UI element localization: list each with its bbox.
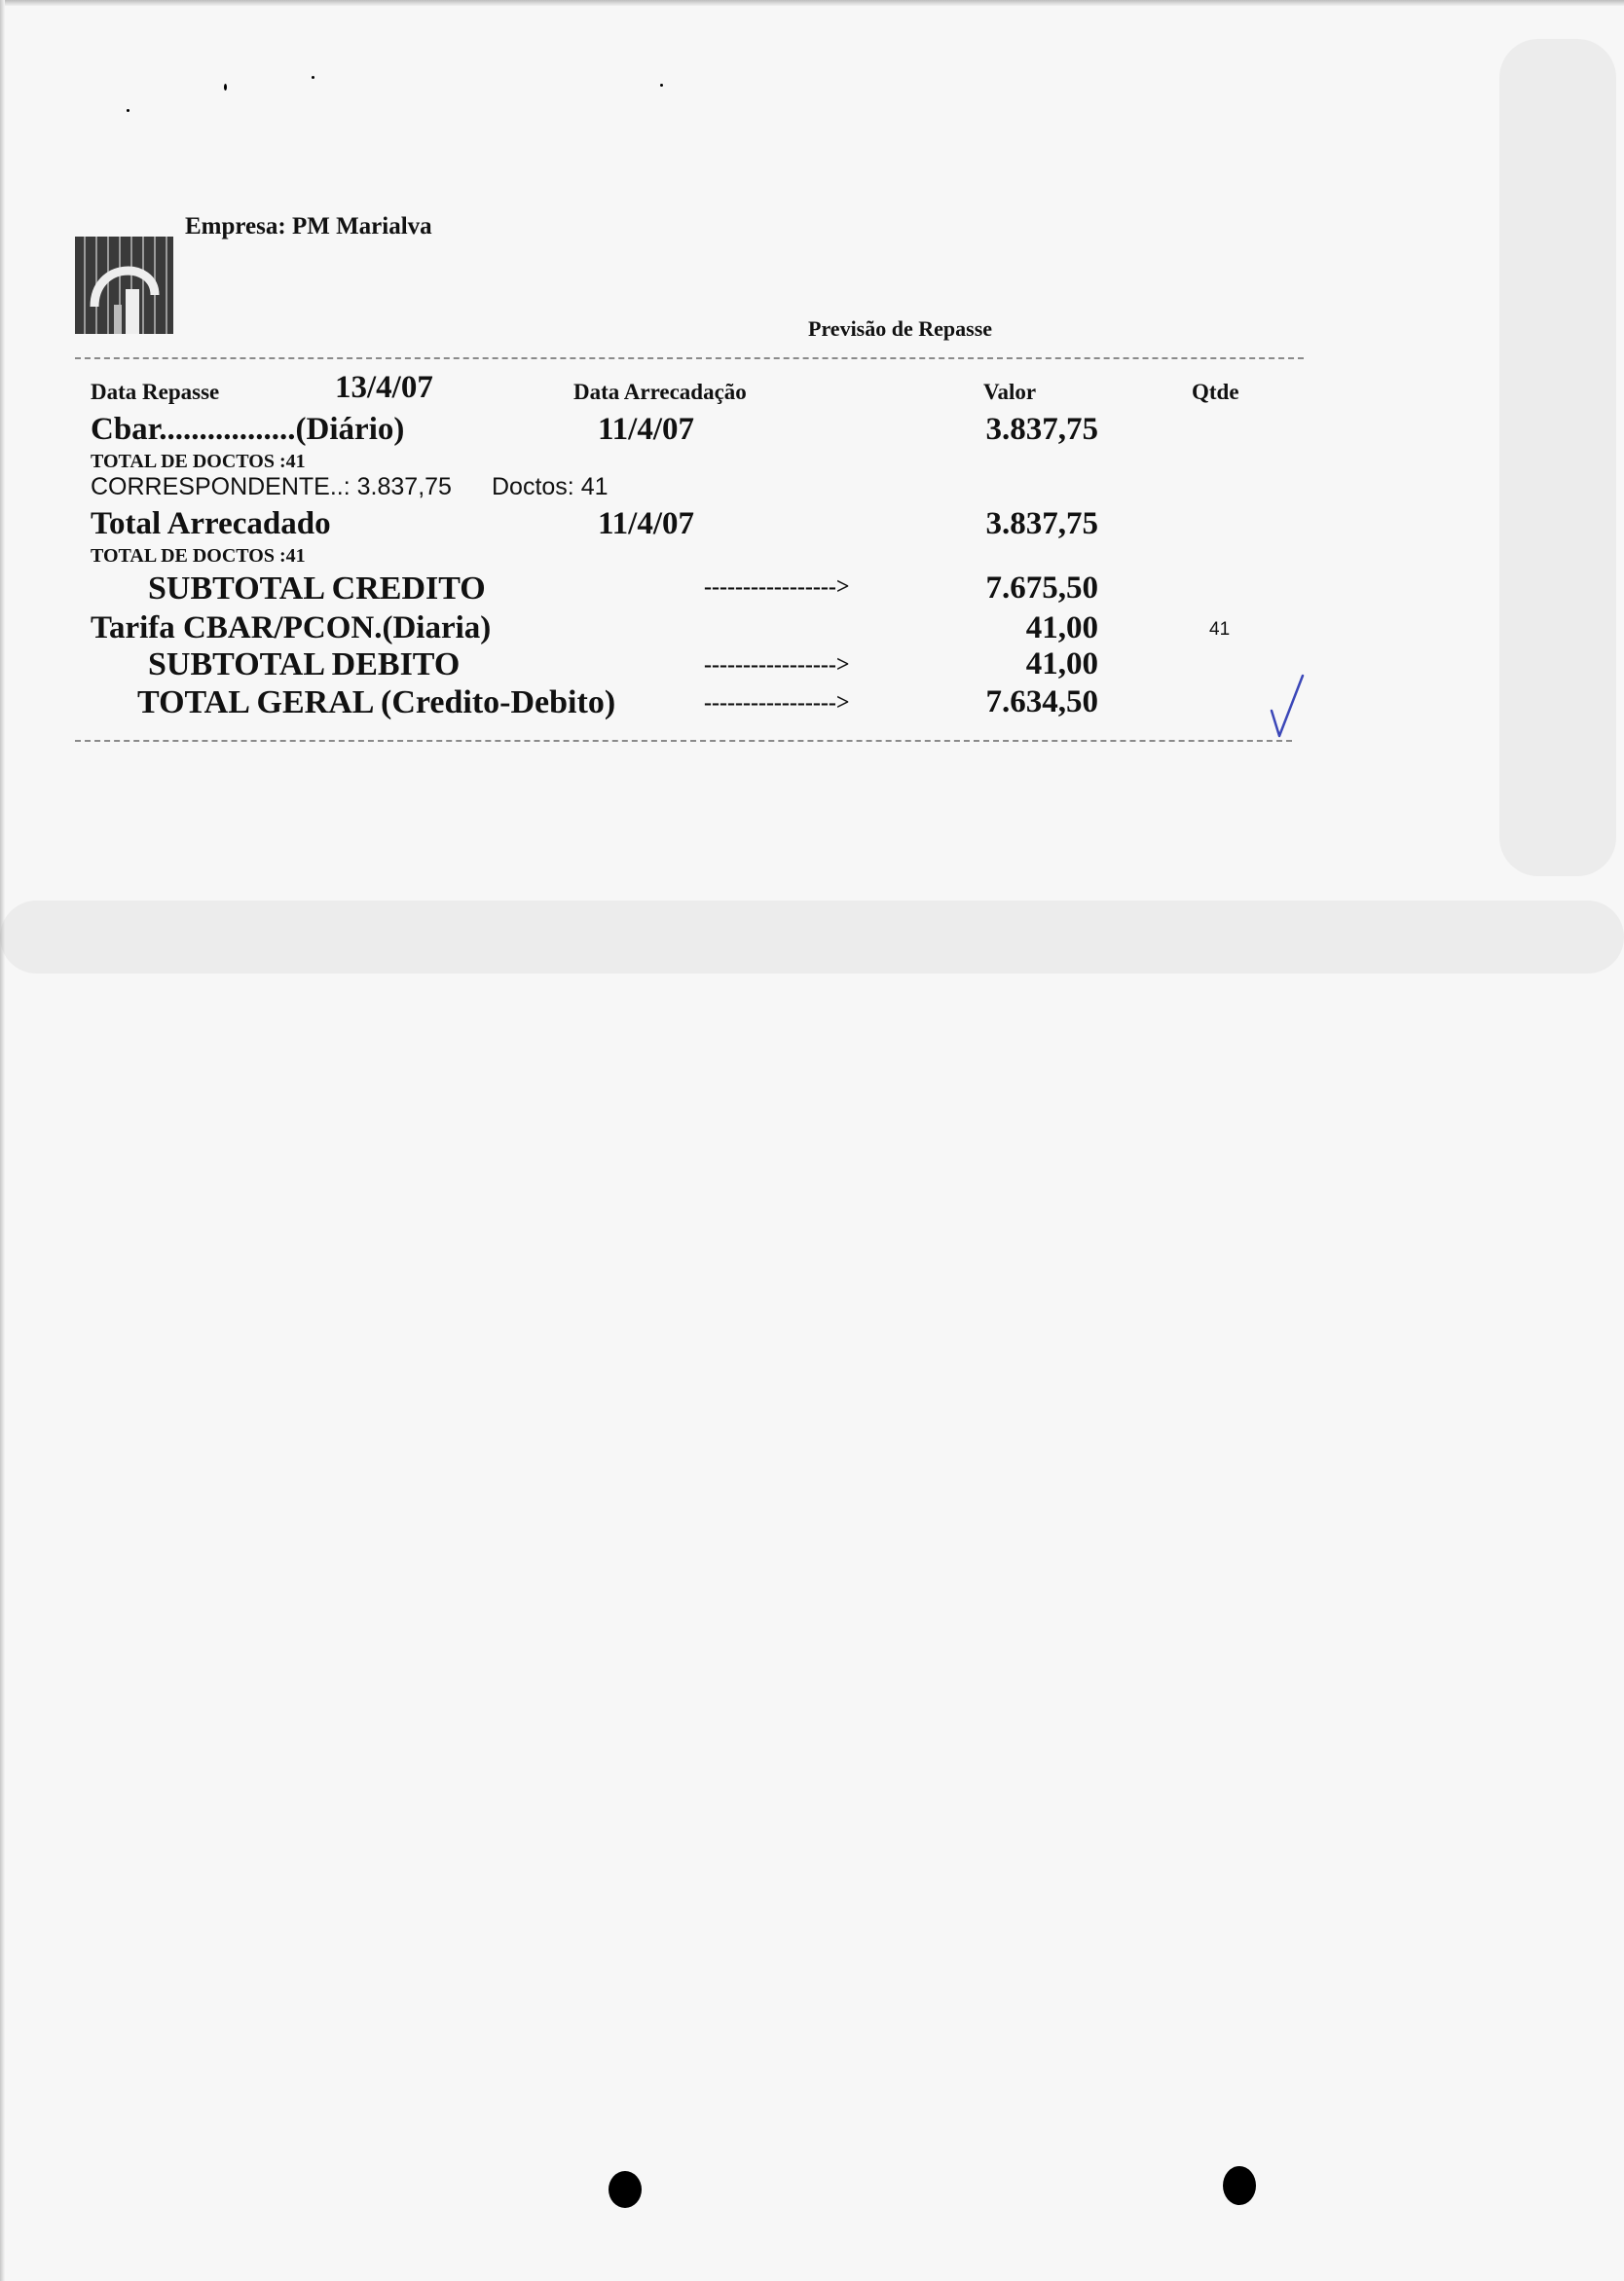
scan-smudge xyxy=(1499,39,1616,876)
cbar-value: 3.837,75 xyxy=(985,412,1098,447)
total-arrecadado-label: Total Arrecadado xyxy=(91,506,331,541)
qtde-label: Qtde xyxy=(1192,380,1239,404)
tarifa-value: 41,00 xyxy=(1025,610,1098,645)
scan-smudge xyxy=(0,901,1624,974)
total-geral-arrow: -----------------> xyxy=(704,690,850,716)
report-title: Previsão de Repasse xyxy=(808,316,993,341)
punch-hole xyxy=(1223,2166,1256,2205)
scan-speck xyxy=(312,76,314,79)
page-edge-left xyxy=(0,0,5,2281)
total-arrecadado-date: 11/4/07 xyxy=(598,506,695,541)
tarifa-qtde: 41 xyxy=(1209,619,1231,640)
correspondente-doctos: Doctos: 41 xyxy=(492,473,609,500)
data-repasse-label: Data Repasse xyxy=(91,380,220,404)
tarifa-label: Tarifa CBAR/PCON.(Diaria) xyxy=(91,610,492,645)
correspondente-label: CORRESPONDENTE..: 3.837,75 xyxy=(91,473,452,500)
cbar-date: 11/4/07 xyxy=(598,412,695,447)
subtotal-credito-value: 7.675,50 xyxy=(985,570,1098,606)
total-doctos-2: TOTAL DE DOCTOS :41 xyxy=(91,545,306,567)
total-arrecadado-value: 3.837,75 xyxy=(985,506,1098,541)
top-divider xyxy=(75,357,1304,359)
scan-speck xyxy=(660,84,663,87)
subtotal-debito-label: SUBTOTAL DEBITO xyxy=(148,646,461,682)
data-arrecadacao-label: Data Arrecadação xyxy=(573,380,747,404)
subtotal-debito-arrow: -----------------> xyxy=(704,652,850,678)
subtotal-debito-value: 41,00 xyxy=(1025,646,1098,681)
scan-speck xyxy=(224,84,227,91)
cbar-label: Cbar.................(Diário) xyxy=(91,412,405,447)
valor-label: Valor xyxy=(983,380,1037,404)
company-label: Empresa: PM Marialva xyxy=(185,213,432,239)
page-edge-top xyxy=(0,0,1624,6)
bank-logo-icon xyxy=(75,237,173,334)
subtotal-credito-arrow: -----------------> xyxy=(704,574,850,600)
total-doctos-1: TOTAL DE DOCTOS :41 xyxy=(91,451,306,472)
punch-hole xyxy=(609,2171,642,2208)
total-geral-label: TOTAL GERAL (Credito-Debito) xyxy=(137,684,616,720)
total-geral-value: 7.634,50 xyxy=(985,684,1098,719)
data-repasse-value: 13/4/07 xyxy=(335,370,433,405)
subtotal-credito-label: SUBTOTAL CREDITO xyxy=(148,570,486,607)
bottom-divider xyxy=(75,740,1292,742)
handwritten-check-icon xyxy=(1268,672,1307,740)
scan-speck xyxy=(127,109,129,112)
